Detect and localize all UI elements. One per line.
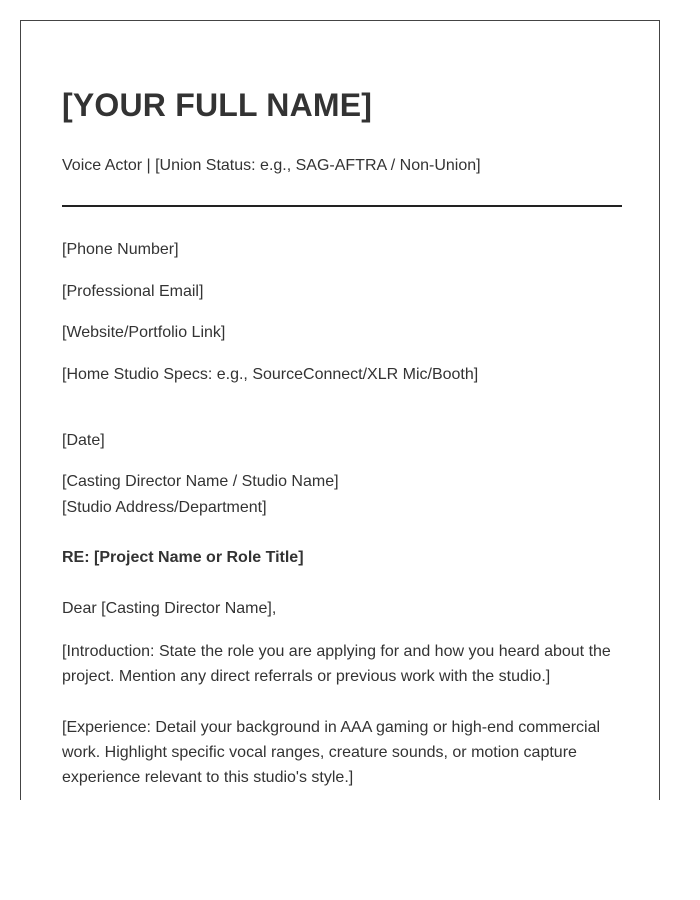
letter-date: [Date] xyxy=(62,432,105,449)
cover-letter-page xyxy=(20,20,660,800)
recipient-address: [Studio Address/Department] xyxy=(62,499,267,516)
phone-number: [Phone Number] xyxy=(62,241,179,258)
full-name-heading: [YOUR FULL NAME] xyxy=(62,87,373,123)
website-portfolio-link: [Website/Portfolio Link] xyxy=(62,324,226,341)
salutation: Dear [Casting Director Name], xyxy=(62,600,277,617)
home-studio-specs: [Home Studio Specs: e.g., SourceConnect/XLR Mic/Booth] xyxy=(62,366,479,383)
role-union-subtitle: Voice Actor | [Union Status: e.g., SAG-AFTRA / Non-Union] xyxy=(62,157,481,174)
recipient-name: [Casting Director Name / Studio Name] xyxy=(62,473,339,490)
introduction-paragraph: [Introduction: State the role you are applying for and how you heard about the project. Mention any direct referrals or previous work with the studio.] xyxy=(62,643,611,685)
professional-email: [Professional Email] xyxy=(62,283,204,300)
experience-paragraph: [Experience: Detail your background in AAA gaming or high-end commercial work. Highlight specific vocal ranges, creature sounds, or motion capture experience relevant to this studio's style.] xyxy=(62,719,601,786)
re-line: RE: [Project Name or Role Title] xyxy=(62,549,304,566)
header-divider xyxy=(62,205,622,207)
